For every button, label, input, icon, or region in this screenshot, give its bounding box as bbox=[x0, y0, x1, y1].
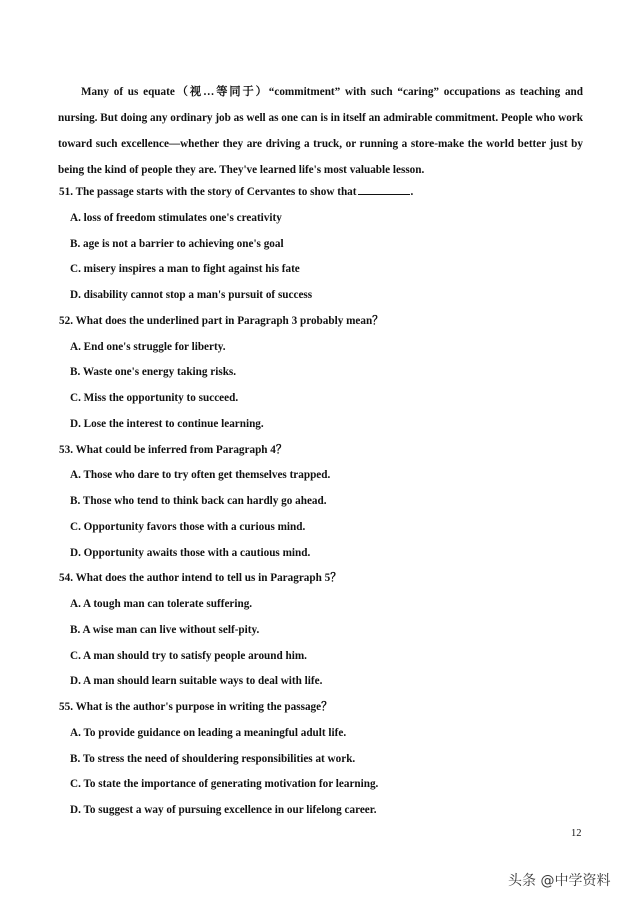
question-stem: 51. The passage starts with the story of Cervantes to show that . bbox=[59, 180, 584, 206]
question-stem: 53. What could be inferred from Paragraph 4？ bbox=[59, 443, 288, 456]
question-option: D. disability cannot stop a man's pursuit of success bbox=[70, 289, 313, 301]
question-option: A. Those who dare to try often get themselves trapped. bbox=[70, 469, 331, 482]
question-option: A. End one's struggle for liberty. bbox=[70, 340, 226, 353]
answer-blank bbox=[358, 183, 410, 195]
question-option: D. A man should learn suitable ways to deal with life. bbox=[70, 675, 323, 688]
question-option: B. A wise man can live without self-pity. bbox=[70, 623, 260, 636]
question-option: C. Opportunity favors those with a curious mind. bbox=[70, 520, 306, 533]
question-stem: 54. What does the author intend to tell us in Paragraph 5？ bbox=[59, 572, 342, 585]
question-option: D. Opportunity awaits those with a cautious mind. bbox=[70, 546, 311, 559]
passage-paragraph bbox=[58, 79, 583, 183]
question-option: C. Miss the opportunity to succeed. bbox=[70, 392, 239, 404]
question-option: B. To stress the need of shouldering responsibilities at work. bbox=[70, 752, 356, 765]
passage-paragraph-text: Many of us equate（视…等同于）“commitment” with such “caring” occupations as teaching and nursing. But doing any ordinary job as well as one can is in itself an admirable commitment. People who work toward such excellence—whether they are driving a truck, or running a store-make the world better just by being the kind of people they are. They've learned life's most valuable lesson. bbox=[58, 86, 583, 176]
question-stem: 55. What is the author's purpose in writing the passage？ bbox=[59, 701, 333, 713]
question-option: C. misery inspires a man to fight against his fate bbox=[70, 263, 300, 276]
question-option: D. To suggest a way of pursuing excellence in our lifelong career. bbox=[70, 804, 377, 816]
page-number: 12 bbox=[571, 828, 582, 839]
question-stem: 52. What does the underlined part in Paragraph 3 probably mean？ bbox=[59, 314, 384, 327]
question-option: B. Those who tend to think back can hardly go ahead. bbox=[70, 495, 327, 507]
question-option: C. To state the importance of generating motivation for learning. bbox=[70, 778, 379, 791]
question-option: B. Waste one's energy taking risks. bbox=[70, 366, 237, 379]
question-option: B. age is not a barrier to achieving one's goal bbox=[70, 237, 284, 250]
question-list bbox=[59, 180, 584, 824]
question-option: D. Lose the interest to continue learning. bbox=[70, 417, 264, 430]
question-option: A. A tough man can tolerate suffering. bbox=[70, 598, 253, 610]
question-option: A. To provide guidance on leading a meaningful adult life. bbox=[70, 726, 347, 739]
question-option: A. loss of freedom stimulates one's creativity bbox=[70, 211, 282, 224]
watermark-text: 头条 @中学资料 bbox=[508, 873, 611, 889]
question-option: C. A man should try to satisfy people around him. bbox=[70, 649, 307, 662]
